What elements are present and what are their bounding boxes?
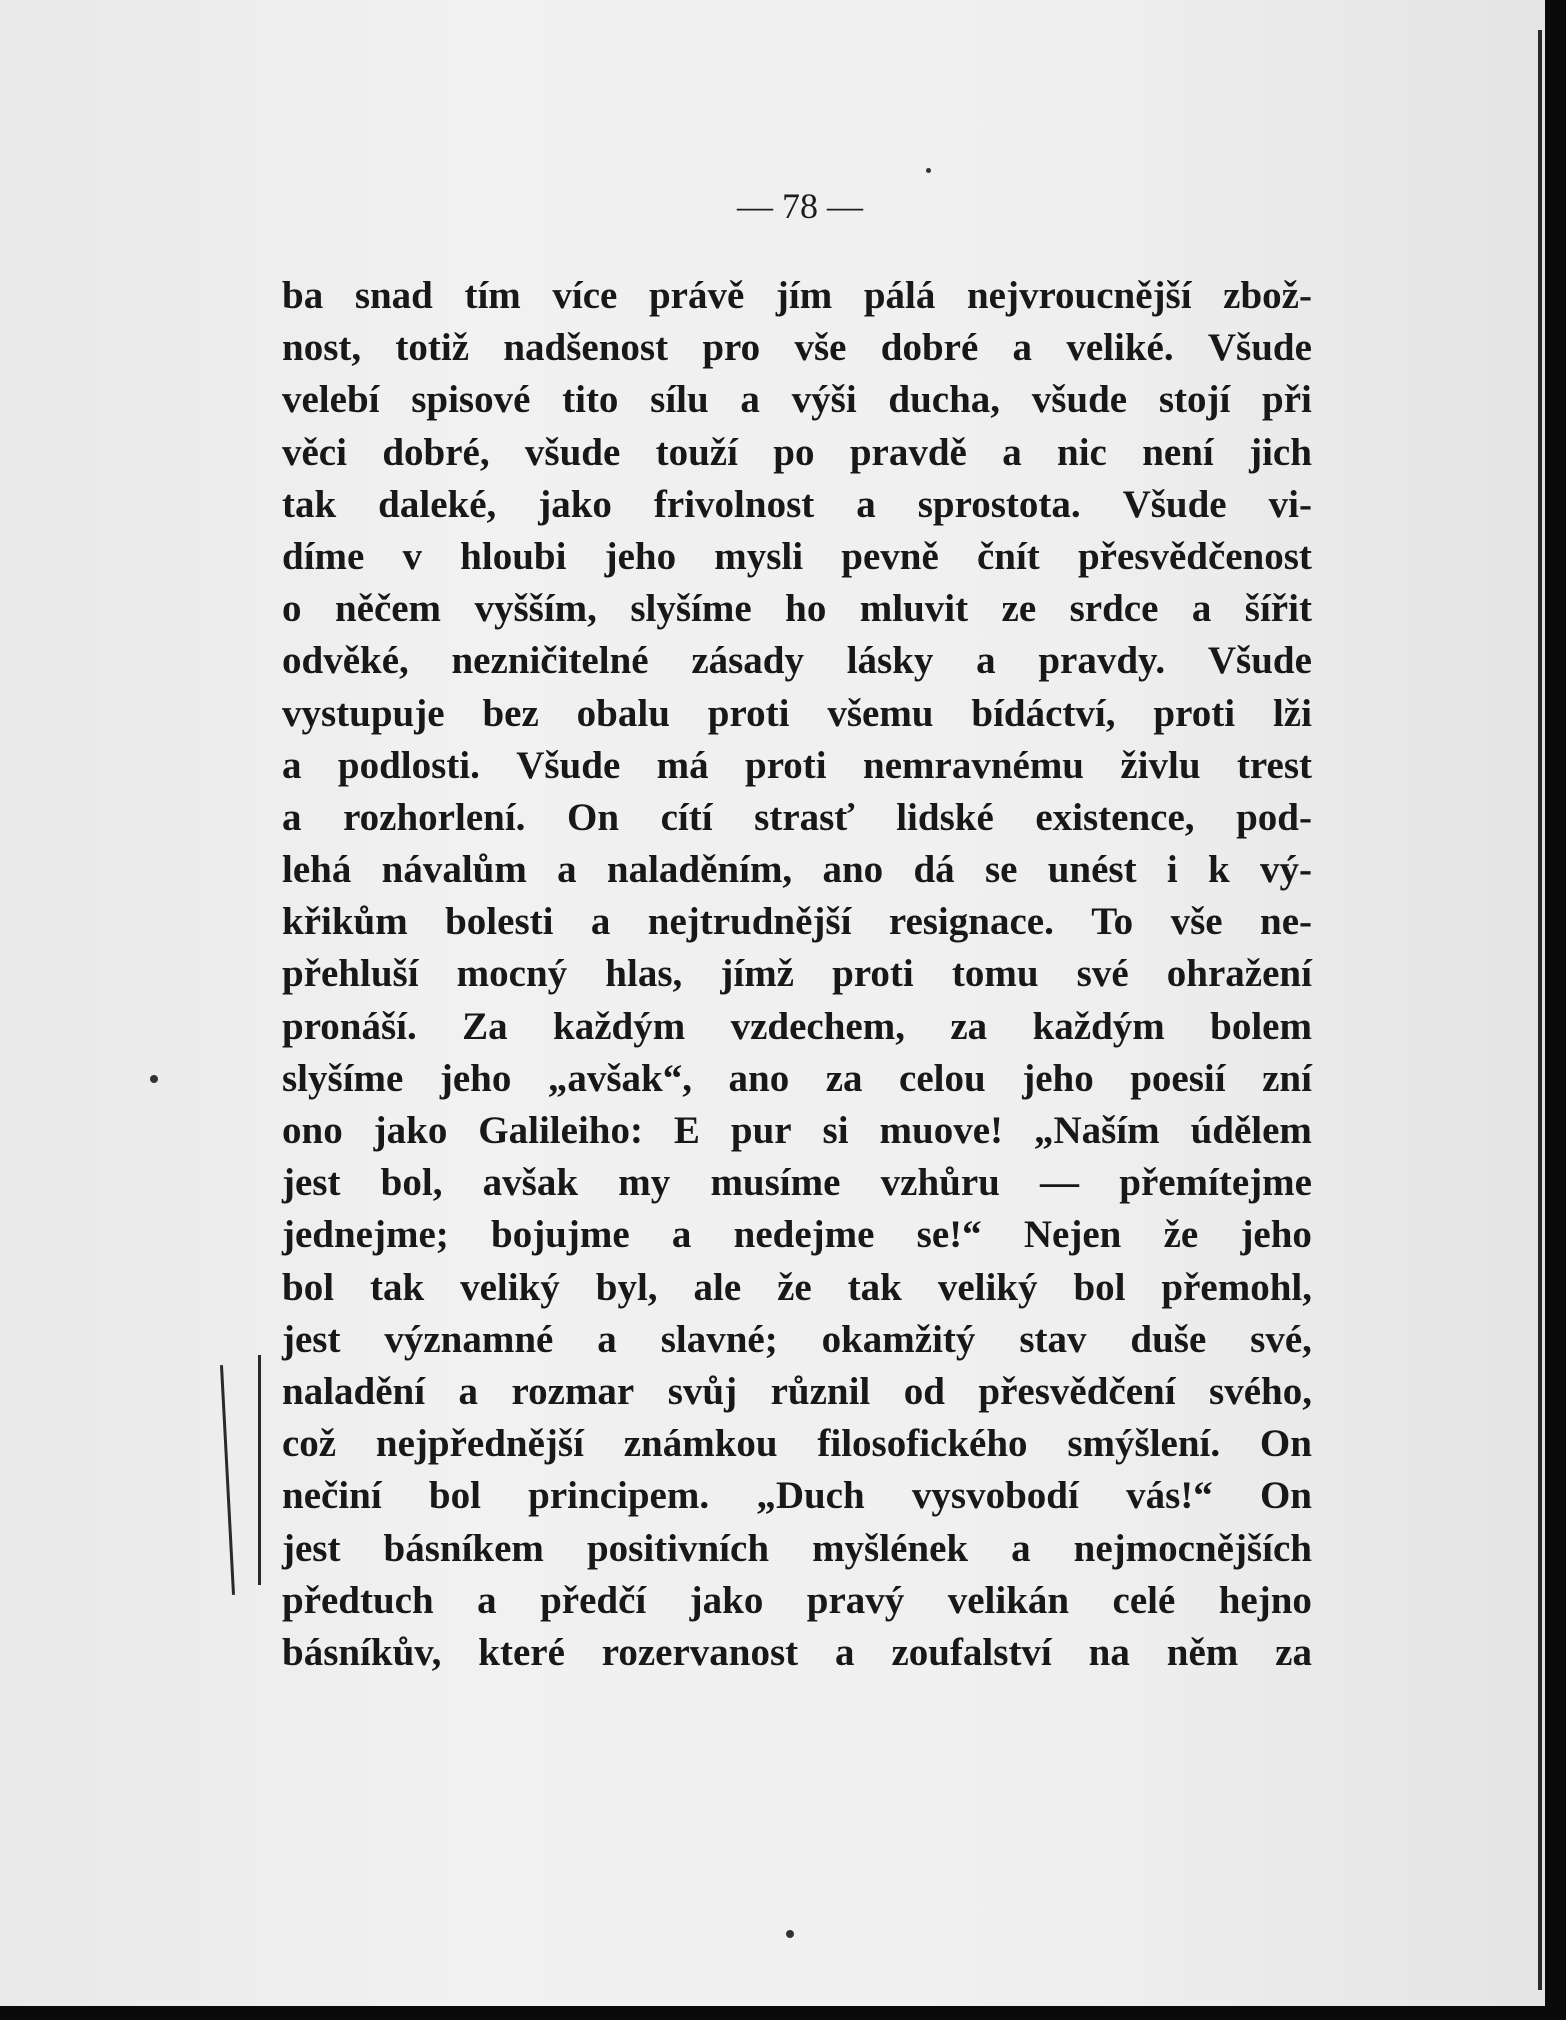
word: veliký [460, 1265, 560, 1309]
word: tito [562, 378, 619, 422]
text-line [282, 1523, 1312, 1575]
word: při [1262, 378, 1312, 422]
word: výši [791, 378, 857, 422]
word: ho [785, 587, 827, 631]
word: a [282, 795, 302, 839]
word: jím [775, 274, 833, 317]
word: a [458, 1369, 479, 1413]
word: To [1091, 900, 1134, 944]
line-text [282, 1262, 1312, 1314]
word: Všude [1207, 639, 1312, 683]
word: Všude [516, 743, 621, 787]
line-text [282, 792, 1312, 844]
word: dobré [880, 326, 979, 370]
text-line [282, 688, 1312, 740]
word: a [976, 639, 996, 683]
word: významné [384, 1317, 554, 1361]
text-line [282, 479, 1312, 531]
word: křikům [282, 900, 408, 944]
word: rozervanost [601, 1630, 799, 1674]
word: přesvědčení [978, 1369, 1176, 1413]
word: a [1191, 587, 1212, 631]
word: touží [655, 430, 738, 474]
text-line [282, 1053, 1312, 1105]
text-line [282, 740, 1312, 792]
scan-border-right [1545, 0, 1566, 2020]
text-line [282, 1575, 1312, 1627]
word: pro [702, 326, 761, 370]
word: slavné; [660, 1317, 778, 1361]
word: vás!“ [1126, 1474, 1213, 1518]
word: bol [282, 1265, 335, 1309]
word: pod- [1236, 795, 1312, 839]
word: vyšším, [474, 587, 597, 631]
word: nemravnému [863, 743, 1084, 787]
word: všude [524, 430, 621, 474]
text-line [282, 1366, 1312, 1418]
word: sílu [650, 378, 709, 422]
word: návalům [381, 848, 527, 892]
word: „avšak“, [547, 1056, 692, 1100]
word: sprostota. [917, 482, 1081, 526]
word: positivních [586, 1526, 770, 1570]
paper-speck [926, 168, 931, 173]
line-text [282, 1523, 1312, 1575]
word: ne- [1260, 900, 1312, 944]
word: stav [1019, 1317, 1087, 1361]
word: bolesti [445, 900, 554, 944]
word: známkou [623, 1422, 778, 1466]
word: pravý [806, 1578, 905, 1622]
line-text [282, 1575, 1312, 1627]
word: a [282, 743, 302, 787]
word: básníkův, [282, 1630, 442, 1674]
word: svůj [667, 1369, 738, 1413]
word: lehá [282, 848, 352, 892]
word: jednejme; [282, 1213, 449, 1257]
body-text [282, 270, 1312, 1679]
word: nejvroucnější [966, 274, 1192, 317]
word: a [671, 1213, 692, 1257]
word: veliké. [1066, 326, 1174, 370]
text-line [282, 1209, 1312, 1261]
word: pronáší. [282, 1004, 417, 1048]
word: každým [553, 1004, 686, 1048]
word: díme [282, 534, 365, 578]
word: dá [913, 848, 955, 892]
word: poesií [1130, 1056, 1226, 1100]
word: velikán [947, 1578, 1070, 1622]
word: tím [464, 274, 521, 317]
text-line [282, 844, 1312, 896]
word: i [1166, 848, 1178, 892]
word: byl, [595, 1265, 658, 1309]
word: strasť [754, 795, 855, 839]
text-line [282, 896, 1312, 948]
word: což [282, 1422, 337, 1466]
line-text [282, 635, 1312, 687]
word: na [1088, 1630, 1130, 1674]
word: filosofického [817, 1422, 1028, 1466]
word: přehluší [282, 952, 419, 996]
word: vý- [1259, 848, 1312, 892]
word: celé [1112, 1578, 1176, 1622]
text-line [282, 792, 1312, 844]
word: přemítejme [1119, 1161, 1312, 1205]
word: tak [847, 1265, 902, 1309]
word: své [1076, 952, 1129, 996]
line-text [282, 583, 1312, 635]
page-number: — 78 — [737, 186, 863, 226]
word: Všude [1207, 326, 1312, 370]
word: údělem [1190, 1109, 1312, 1152]
word: vystupuje [282, 691, 445, 735]
word: předčí [540, 1578, 647, 1622]
line-text [282, 1470, 1312, 1522]
word: nadšenost [503, 326, 669, 370]
word: lásky [846, 639, 934, 683]
word: jeho [439, 1056, 512, 1100]
word: proti [707, 691, 790, 735]
word: frivolnost [653, 482, 815, 526]
word: živlu [1120, 743, 1201, 787]
word: předtuch [282, 1578, 434, 1622]
word: rozmar [511, 1369, 635, 1413]
word: okamžitý [821, 1317, 976, 1361]
text-line [282, 270, 1312, 322]
text-line [282, 322, 1312, 374]
word: a [1002, 430, 1022, 474]
word: totiž [395, 326, 470, 370]
word: něm [1166, 1630, 1239, 1674]
word: bojujme [491, 1213, 630, 1257]
word: vzhůru [880, 1161, 1000, 1205]
word: Nejen [1023, 1213, 1122, 1257]
word: naladěním, [606, 848, 793, 892]
text-line [282, 1627, 1312, 1679]
word: my [618, 1161, 671, 1205]
word: obalu [576, 691, 670, 735]
word: pravdy. [1038, 639, 1166, 683]
word: jako [538, 482, 612, 526]
line-text [282, 1209, 1312, 1261]
word: odvěké, [282, 639, 409, 683]
word: jeho [1240, 1213, 1312, 1257]
word: tak [282, 482, 337, 526]
line-text [282, 1314, 1312, 1366]
line-text [282, 322, 1312, 374]
word: jest [282, 1161, 341, 1205]
line-text [282, 740, 1312, 792]
word: Všude [1122, 482, 1227, 526]
word: a [1011, 1526, 1031, 1570]
word: ducha, [888, 378, 1001, 422]
word: srdce [1069, 587, 1159, 631]
word: slyšíme [282, 1056, 404, 1100]
word: bez [482, 691, 539, 735]
word: po [773, 430, 815, 474]
word: a [740, 378, 760, 422]
word: za [1275, 1630, 1312, 1674]
word: ze [1001, 587, 1037, 631]
word: přemohl, [1161, 1265, 1312, 1309]
paper-speck [150, 1075, 158, 1083]
line-text [282, 374, 1312, 426]
word: a [557, 848, 577, 892]
text-line [282, 427, 1312, 479]
word: vzdechem, [730, 1004, 905, 1048]
text-line [282, 948, 1312, 1000]
word: od [903, 1369, 945, 1413]
word: trest [1236, 743, 1312, 787]
word: daleké, [378, 482, 497, 526]
word: resignace. [888, 900, 1054, 944]
text-line [282, 374, 1312, 426]
text-line [282, 635, 1312, 687]
word: snad [354, 274, 433, 317]
line-text [282, 1001, 1312, 1053]
word: že [777, 1265, 812, 1309]
line-text [282, 531, 1312, 583]
word: principem. [528, 1474, 710, 1518]
word: jest [282, 1526, 341, 1570]
word: v [402, 534, 422, 578]
word: jako [689, 1578, 764, 1622]
word: k [1207, 848, 1230, 892]
text-line [282, 1418, 1312, 1470]
word: jeho [604, 534, 677, 578]
word: nedejme [733, 1213, 875, 1257]
word: unést [1047, 848, 1137, 892]
word: o [282, 587, 302, 631]
word: více [552, 274, 618, 317]
line-text [282, 1627, 1312, 1679]
word: a [1012, 326, 1033, 370]
word: celou [899, 1056, 986, 1100]
word: čnít [976, 534, 1040, 578]
word: nezničitelné [451, 639, 649, 683]
paper-speck [786, 1930, 794, 1938]
line-text [282, 1366, 1312, 1418]
word: proti [832, 952, 914, 996]
line-text [282, 688, 1312, 740]
word: ale [693, 1265, 742, 1309]
word: tak [369, 1265, 425, 1309]
word: svého, [1209, 1369, 1312, 1413]
word: šířit [1244, 587, 1312, 631]
word: proti [1153, 691, 1236, 735]
word: rozhorlení. [343, 795, 526, 839]
word: nejmocnějších [1073, 1526, 1312, 1570]
word: vše [1170, 900, 1223, 944]
word: různil [770, 1369, 871, 1413]
word: lži [1272, 691, 1312, 735]
word: si [822, 1109, 849, 1152]
page-edge-line [1538, 30, 1542, 1990]
line-text [282, 1418, 1312, 1470]
word: E [673, 1109, 700, 1152]
word: bol [428, 1474, 481, 1518]
word: musíme [710, 1161, 841, 1205]
text-line [282, 1001, 1312, 1053]
word: hlas, [605, 952, 683, 996]
word: bol, [380, 1161, 443, 1205]
line-text [282, 427, 1312, 479]
word: „Naším [1033, 1109, 1160, 1152]
word: bolem [1210, 1004, 1312, 1048]
word: jako [373, 1109, 448, 1152]
word: pevně [841, 534, 939, 578]
word: vše [794, 326, 847, 370]
word: velebí [282, 378, 380, 422]
word: nic [1057, 430, 1107, 474]
text-line [282, 531, 1312, 583]
scan-border-bottom [0, 2006, 1566, 2020]
line-text [282, 896, 1312, 948]
word: se!“ [916, 1213, 982, 1257]
word: a [835, 1630, 855, 1674]
word: dobré, [382, 430, 490, 474]
word: za [825, 1056, 863, 1100]
word: své, [1250, 1317, 1312, 1361]
word: nost, [282, 326, 362, 370]
word: muove! [879, 1109, 1003, 1152]
word: stojí [1158, 378, 1231, 422]
word: a [856, 482, 876, 526]
word: ano [822, 848, 884, 892]
line-text [282, 948, 1312, 1000]
word: a [477, 1578, 497, 1622]
word: každým [1032, 1004, 1165, 1048]
word: myšlének [812, 1526, 969, 1570]
word: ohražení [1166, 952, 1312, 996]
word: že [1163, 1213, 1199, 1257]
word: pravdě [849, 430, 967, 474]
text-line [282, 1105, 1312, 1157]
word: a [597, 1317, 617, 1361]
word: avšak [482, 1161, 579, 1205]
word: On [567, 795, 620, 839]
word: mysli [714, 534, 804, 578]
word: se [984, 848, 1018, 892]
word: jeho [1022, 1056, 1094, 1100]
word: všude [1031, 378, 1128, 422]
word: duše [1130, 1317, 1207, 1361]
word: ba [282, 274, 324, 317]
word: On [1259, 1474, 1312, 1518]
word: jich [1249, 430, 1312, 474]
word: On [1259, 1422, 1312, 1466]
word: něčem [334, 587, 442, 631]
word: mluvit [859, 587, 969, 631]
word: tomu [951, 952, 1039, 996]
line-text [282, 270, 1312, 322]
text-line [282, 1314, 1312, 1366]
word: „Duch [756, 1474, 865, 1518]
text-line [282, 583, 1312, 635]
word: ono [282, 1109, 343, 1152]
word: podlosti. [337, 743, 480, 787]
word: jímž [720, 952, 794, 996]
word: má [656, 743, 709, 787]
word: naladění [282, 1369, 426, 1413]
word: zbož- [1223, 274, 1312, 317]
word: smýšlení. [1067, 1422, 1221, 1466]
text-line [282, 1262, 1312, 1314]
line-text [282, 1053, 1312, 1105]
line-text [282, 479, 1312, 531]
word: nejpřednější [375, 1422, 584, 1466]
word: přesvědčenost [1077, 534, 1312, 578]
word: veliký [937, 1265, 1038, 1309]
word: cítí [660, 795, 713, 839]
word: — [1040, 1161, 1080, 1205]
word: zní [1262, 1056, 1312, 1100]
word: všemu [827, 691, 934, 735]
word: spisové [411, 378, 531, 422]
word: není [1142, 430, 1214, 474]
word: hloubi [460, 534, 567, 578]
word: vysvobodí [911, 1474, 1079, 1518]
text-line [282, 1470, 1312, 1522]
text-line [282, 1157, 1312, 1209]
word: lidské [896, 795, 994, 839]
word: Galileiho: [478, 1109, 643, 1152]
word: bídáctví, [971, 691, 1116, 735]
word: za [950, 1004, 988, 1048]
word: věci [282, 430, 347, 474]
word: zásady [691, 639, 804, 683]
word: existence, [1035, 795, 1195, 839]
word: a [590, 900, 611, 944]
margin-pencil-mark [220, 1365, 235, 1595]
margin-pencil-mark [258, 1355, 261, 1585]
word: ano [728, 1056, 790, 1100]
word: mocný [456, 952, 568, 996]
word: pur [730, 1109, 792, 1152]
word: jest [282, 1317, 341, 1361]
word: pálá [863, 274, 936, 317]
word: hejno [1218, 1578, 1312, 1622]
line-text [282, 844, 1312, 896]
word: právě [648, 274, 745, 317]
word: bol [1073, 1265, 1126, 1309]
word: zoufalství [891, 1630, 1052, 1674]
line-text [282, 1157, 1312, 1209]
word: básníkem [383, 1526, 544, 1570]
word: proti [745, 743, 827, 787]
word: slyšíme [630, 587, 752, 631]
word: nejtrudnější [647, 900, 852, 944]
word: nečiní [282, 1474, 382, 1518]
word: které [478, 1630, 565, 1674]
word: vi- [1268, 482, 1312, 526]
word: Za [462, 1004, 508, 1048]
line-text [282, 1105, 1312, 1157]
